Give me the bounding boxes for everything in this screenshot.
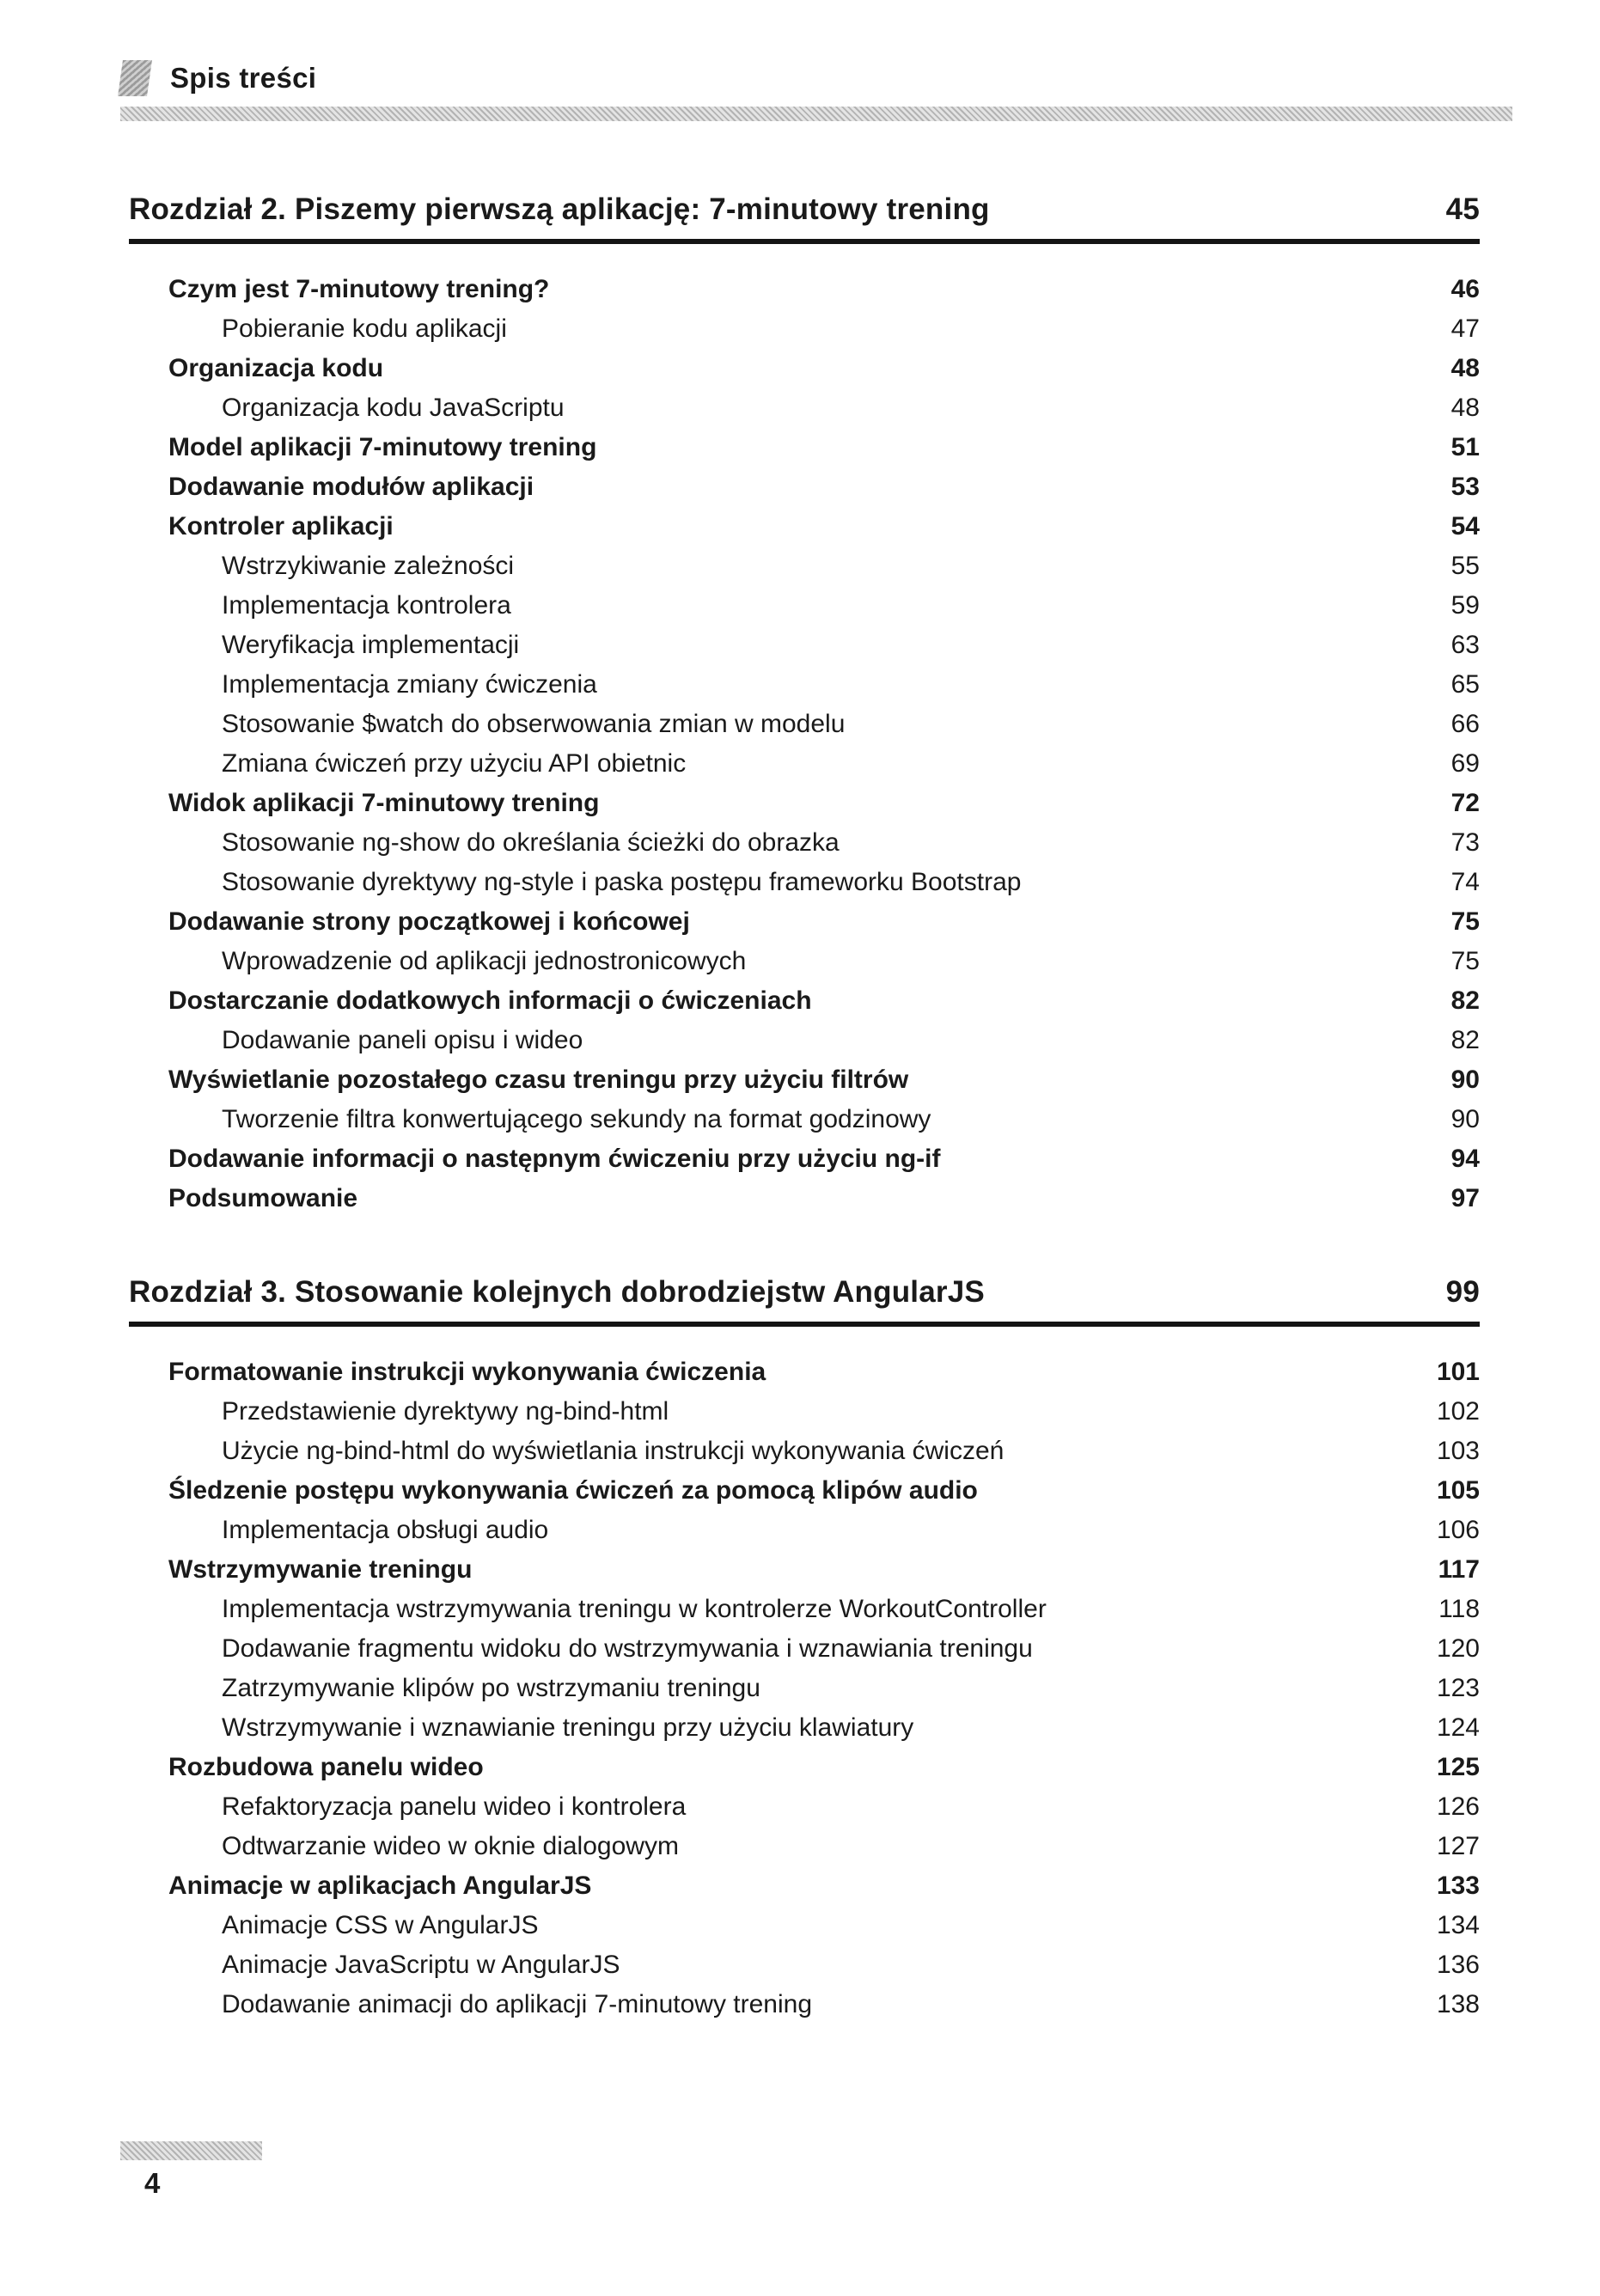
toc-entry-label: Zmiana ćwiczeń przy użyciu API obietnic: [222, 749, 687, 778]
toc-entry-page-number: 74: [1450, 868, 1480, 896]
toc-entry-label: Wprowadzenie od aplikacji jednostronicowych: [222, 947, 747, 975]
chapter-entries: [129, 270, 1480, 1218]
toc-entry: [129, 981, 1480, 1021]
toc-chapter: [129, 192, 1480, 1218]
toc-entry-label: Użycie ng-bind-html do wyświetlania instrukcji wykonywania ćwiczeń: [222, 1437, 1005, 1465]
toc-entry-label: Wyświetlanie pozostałego czasu treningu przy użyciu filtrów: [168, 1066, 909, 1094]
toc-entry: [129, 428, 1480, 467]
toc-entry-page-number: 120: [1436, 1634, 1480, 1663]
toc-entry-label: Wstrzymywanie treningu: [168, 1555, 473, 1584]
chapter-heading: [129, 192, 1480, 244]
toc-entry: [129, 547, 1480, 586]
toc-entry-page-number: 63: [1450, 631, 1480, 659]
toc-entry-label: Przedstawienie dyrektywy ng-bind-html: [222, 1397, 669, 1426]
toc-entry-label: Weryfikacja implementacji: [222, 631, 520, 659]
toc-entry: [129, 309, 1480, 349]
toc-entry-page-number: 65: [1450, 670, 1480, 699]
toc-entry-page-number: 125: [1436, 1753, 1480, 1781]
chapter-title: Rozdział 3. Stosowanie kolejnych dobrodziejstw AngularJS: [129, 1275, 985, 1309]
toc-entry: [129, 586, 1480, 626]
toc-entry-page-number: 123: [1436, 1674, 1480, 1702]
toc-entry-page-number: 51: [1450, 433, 1480, 461]
toc-entry-page-number: 101: [1436, 1358, 1480, 1386]
toc-entry-page-number: 66: [1450, 710, 1480, 738]
toc-entry-label: Animacje w aplikacjach AngularJS: [168, 1872, 592, 1900]
footer-divider: [120, 2141, 262, 2160]
toc-entry-page-number: 94: [1450, 1145, 1480, 1173]
toc-entry-page-number: 97: [1450, 1184, 1480, 1212]
toc-entry-label: Wstrzymywanie i wznawianie treningu przy użyciu klawiatury: [222, 1713, 914, 1742]
toc-entry: [129, 1906, 1480, 1945]
toc-entry-page-number: 69: [1450, 749, 1480, 778]
toc-entry: [129, 349, 1480, 388]
toc-entry: [129, 665, 1480, 705]
toc-entry-label: Dodawanie modułów aplikacji: [168, 473, 534, 501]
toc-entry: [129, 1550, 1480, 1590]
toc-entry-label: Podsumowanie: [168, 1184, 358, 1212]
toc-entry: [129, 626, 1480, 665]
toc-entry: [129, 823, 1480, 863]
toc-entry: [129, 1353, 1480, 1392]
toc-entry: [129, 1432, 1480, 1471]
toc-entry-label: Refaktoryzacja panelu wideo i kontrolera: [222, 1792, 687, 1821]
page-header: [120, 60, 1512, 121]
hatched-square-icon: [118, 60, 152, 96]
toc-entry-label: Kontroler aplikacji: [168, 512, 394, 540]
toc-entry-page-number: 118: [1438, 1595, 1480, 1623]
toc-entry-page-number: 55: [1450, 552, 1480, 580]
toc-entry: [129, 1866, 1480, 1906]
toc-entry: [129, 1629, 1480, 1669]
toc-entry: [129, 1590, 1480, 1629]
toc-entry-label: Formatowanie instrukcji wykonywania ćwiczenia: [168, 1358, 766, 1386]
toc-entry: [129, 1471, 1480, 1511]
page-title: Spis treści: [170, 62, 317, 94]
toc-entry-page-number: 138: [1436, 1990, 1480, 2018]
toc-entry-label: Dodawanie strony początkowej i końcowej: [168, 907, 690, 936]
toc-entry-label: Animacje CSS w AngularJS: [222, 1911, 539, 1939]
toc-entry-page-number: 136: [1436, 1951, 1480, 1979]
toc-entry: [129, 863, 1480, 902]
toc-entry: [129, 507, 1480, 547]
toc-entry-label: Pobieranie kodu aplikacji: [222, 314, 507, 343]
chapter-entries: [129, 1353, 1480, 2024]
toc-entry-page-number: 59: [1450, 591, 1480, 620]
toc-entry: [129, 784, 1480, 823]
toc-entry: [129, 1827, 1480, 1866]
toc-entry: [129, 1708, 1480, 1748]
toc-entry: [129, 1748, 1480, 1787]
toc-entry-page-number: 90: [1450, 1066, 1480, 1094]
toc-entry: [129, 1945, 1480, 1985]
toc-entry-label: Odtwarzanie wideo w oknie dialogowym: [222, 1832, 679, 1860]
chapter-page-number: 45: [1445, 192, 1480, 226]
toc-entry-page-number: 54: [1450, 512, 1480, 540]
toc-entry-page-number: 105: [1436, 1476, 1480, 1505]
toc-entry-page-number: 75: [1450, 907, 1480, 936]
toc-entry-label: Organizacja kodu: [168, 354, 384, 382]
toc-entry: [129, 388, 1480, 428]
chapter-page-number: 99: [1445, 1275, 1480, 1309]
toc-entry-page-number: 75: [1450, 947, 1480, 975]
toc-entry-label: Animacje JavaScriptu w AngularJS: [222, 1951, 620, 1979]
toc-entry-label: Zatrzymywanie klipów po wstrzymaniu treningu: [222, 1674, 760, 1702]
toc-content: [129, 192, 1480, 2024]
toc-entry: [129, 1179, 1480, 1218]
toc-entry-label: Dostarczanie dodatkowych informacji o ćwiczeniach: [168, 986, 812, 1015]
toc-entry-page-number: 82: [1450, 1026, 1480, 1054]
toc-entry-label: Model aplikacji 7-minutowy trening: [168, 433, 597, 461]
toc-entry-label: Implementacja wstrzymywania treningu w kontrolerze WorkoutController: [222, 1595, 1047, 1623]
toc-entry-label: Widok aplikacji 7-minutowy trening: [168, 789, 600, 817]
toc-entry-label: Stosowanie $watch do obserwowania zmian w modelu: [222, 710, 846, 738]
header-divider: [120, 107, 1512, 121]
toc-entry-page-number: 124: [1436, 1713, 1480, 1742]
toc-entry-page-number: 102: [1436, 1397, 1480, 1426]
toc-entry-page-number: 127: [1436, 1832, 1480, 1860]
toc-entry: [129, 942, 1480, 981]
page-footer: [120, 2141, 262, 2200]
toc-entry: [129, 1669, 1480, 1708]
toc-entry-page-number: 48: [1450, 354, 1480, 382]
toc-entry: [129, 1985, 1480, 2024]
toc-entry-label: Dodawanie informacji o następnym ćwiczeniu przy użyciu ng-if: [168, 1145, 941, 1173]
toc-entry-label: Czym jest 7-minutowy trening?: [168, 275, 550, 303]
page-number: 4: [144, 2167, 161, 2199]
toc-entry-label: Rozbudowa panelu wideo: [168, 1753, 484, 1781]
toc-entry-page-number: 134: [1436, 1911, 1480, 1939]
toc-entry-page-number: 48: [1450, 394, 1480, 422]
toc-entry-label: Implementacja zmiany ćwiczenia: [222, 670, 597, 699]
toc-entry: [129, 744, 1480, 784]
chapter-title: Rozdział 2. Piszemy pierwszą aplikację: 7-minutowy trening: [129, 192, 990, 226]
toc-entry-page-number: 47: [1450, 314, 1480, 343]
toc-entry: [129, 467, 1480, 507]
toc-entry-label: Śledzenie postępu wykonywania ćwiczeń za pomocą klipów audio: [168, 1476, 978, 1505]
toc-entry-page-number: 117: [1438, 1555, 1480, 1584]
toc-entry-label: Organizacja kodu JavaScriptu: [222, 394, 565, 422]
toc-entry: [129, 705, 1480, 744]
toc-entry: [129, 1139, 1480, 1179]
toc-entry: [129, 1787, 1480, 1827]
toc-entry-page-number: 82: [1450, 986, 1480, 1015]
toc-entry-page-number: 90: [1450, 1105, 1480, 1133]
toc-entry-label: Dodawanie animacji do aplikacji 7-minutowy trening: [222, 1990, 813, 2018]
toc-entry-label: Stosowanie ng-show do określania ścieżki do obrazka: [222, 828, 840, 857]
toc-entry-label: Implementacja obsługi audio: [222, 1516, 549, 1544]
toc-entry: [129, 1511, 1480, 1550]
toc-entry: [129, 1021, 1480, 1060]
page-header-row: [120, 60, 1512, 96]
toc-entry-label: Implementacja kontrolera: [222, 591, 511, 620]
toc-entry: [129, 902, 1480, 942]
chapter-heading: [129, 1275, 1480, 1327]
toc-entry-label: Dodawanie fragmentu widoku do wstrzymywania i wznawiania treningu: [222, 1634, 1033, 1663]
toc-entry-page-number: 133: [1436, 1872, 1480, 1900]
toc-entry-page-number: 53: [1450, 473, 1480, 501]
toc-entry: [129, 1392, 1480, 1432]
toc-entry: [129, 1060, 1480, 1100]
toc-entry-label: Dodawanie paneli opisu i wideo: [222, 1026, 583, 1054]
toc-entry-label: Stosowanie dyrektywy ng-style i paska postępu frameworku Bootstrap: [222, 868, 1022, 896]
toc-entry-page-number: 72: [1450, 789, 1480, 817]
toc-entry-page-number: 106: [1436, 1516, 1480, 1544]
toc-entry-label: Tworzenie filtra konwertującego sekundy na format godzinowy: [222, 1105, 931, 1133]
toc-chapter: [129, 1275, 1480, 2024]
toc-entry-label: Wstrzykiwanie zależności: [222, 552, 515, 580]
toc-entry: [129, 270, 1480, 309]
toc-entry-page-number: 126: [1436, 1792, 1480, 1821]
toc-entry: [129, 1100, 1480, 1139]
toc-entry-page-number: 46: [1450, 275, 1480, 303]
toc-entry-page-number: 103: [1436, 1437, 1480, 1465]
toc-entry-page-number: 73: [1450, 828, 1480, 857]
